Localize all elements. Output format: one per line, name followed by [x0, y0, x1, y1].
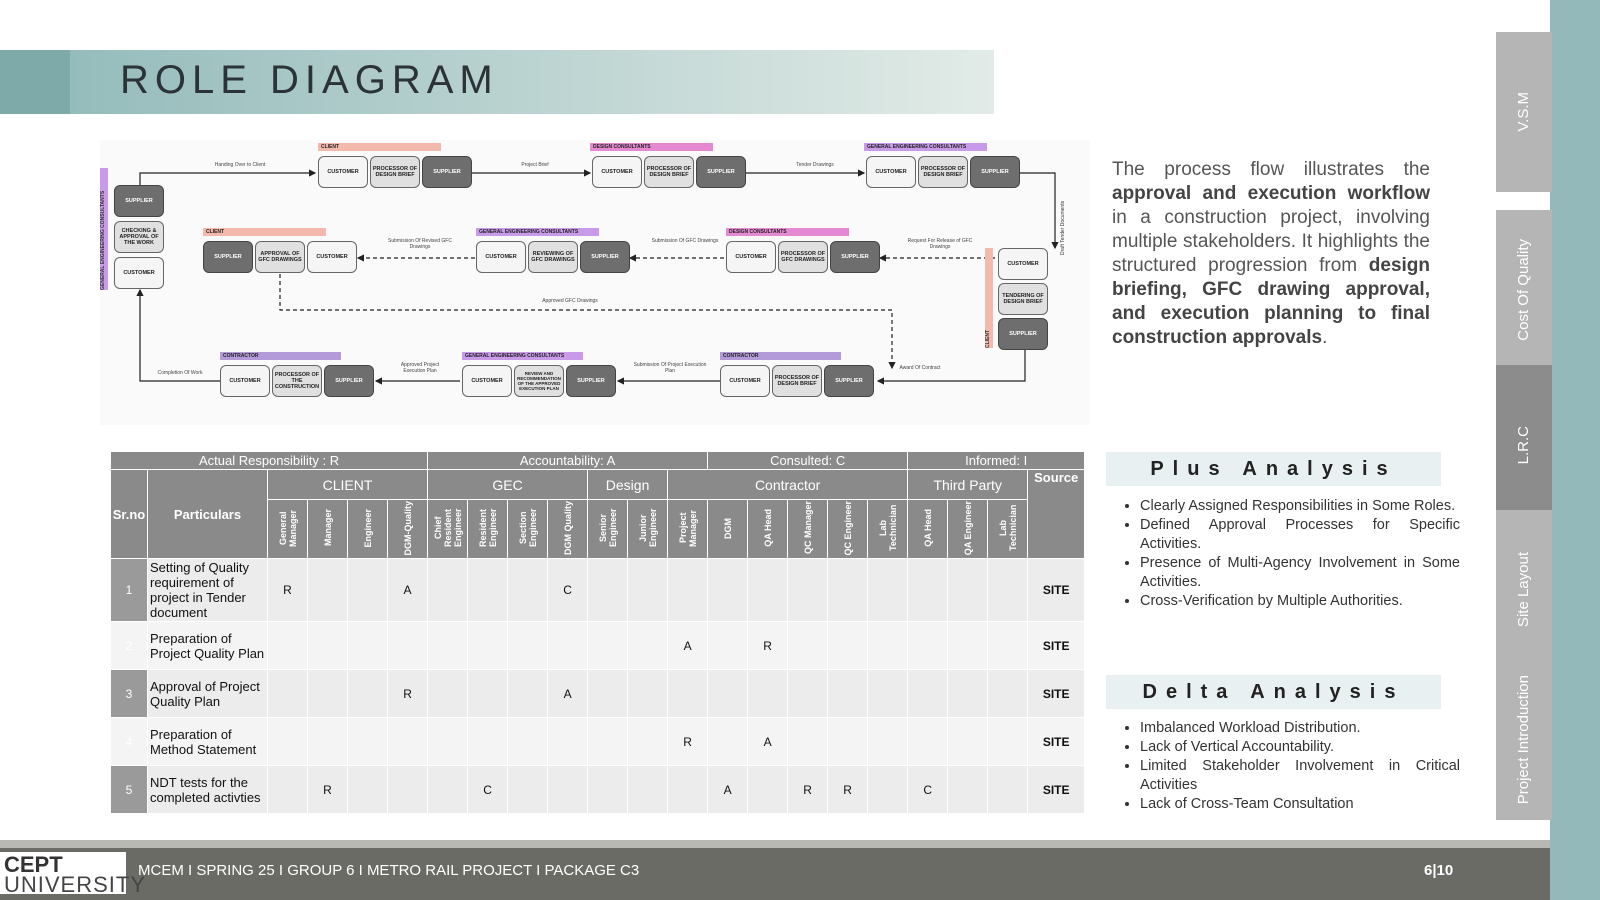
- raci-cell: [748, 559, 788, 622]
- raci-cell: [588, 718, 628, 766]
- raci-cell: [588, 622, 628, 670]
- tab-label: Cost Of Quality: [1515, 239, 1532, 341]
- legend-row: [111, 452, 1085, 470]
- tab-label: Site Layout: [1515, 552, 1532, 628]
- raci-cell: [588, 670, 628, 718]
- row-particular: Preparation of Method Statement: [148, 718, 268, 766]
- cept-logo: [0, 852, 147, 897]
- flow-label-r1-2: Project Brief: [521, 162, 549, 168]
- connector-left-to-client: [140, 173, 315, 185]
- role-header: DGM: [708, 500, 748, 559]
- raci-cell: [868, 718, 908, 766]
- raci-cell: [908, 559, 948, 622]
- node-r3-8: PROCESSOR OF DESIGN BRIEF: [772, 365, 822, 397]
- flow-label-approved: Approved GFC Drawings: [542, 298, 598, 304]
- flow-label-right: Draft Tender Documents: [1060, 200, 1066, 255]
- table-row: [111, 718, 1085, 766]
- flow-label-r2-2: Submission Of GFC Drawings: [651, 238, 719, 244]
- role-header: Section Engineer: [508, 500, 548, 559]
- raci-cell: [428, 766, 468, 814]
- node-r2-8: PROCESSOR OF GFC DRAWINGS: [778, 241, 828, 273]
- matrix-body: [111, 559, 1085, 814]
- role-diagram: [100, 140, 1090, 425]
- raci-cell: [708, 718, 748, 766]
- raci-cell: [508, 766, 548, 814]
- raci-cell: [308, 622, 348, 670]
- raci-cell: [788, 718, 828, 766]
- stage-label-contractor-1: CONTRACTOR: [220, 352, 341, 360]
- sr-header: Sr.no: [111, 470, 148, 559]
- raci-cell: [668, 766, 708, 814]
- legend-c: Consulted: C: [708, 452, 908, 470]
- list-item: • Presence of Multi-Agency Involvement in Some Activities.: [1140, 554, 1460, 592]
- node-r2-2: APPROVAL OF GFC DRAWINGS: [255, 241, 305, 273]
- row-number: 5: [111, 766, 148, 814]
- raci-cell: [748, 670, 788, 718]
- flow-label-r2-1: Submission Of Revised GFC Drawings: [388, 238, 452, 250]
- raci-cell: [628, 766, 668, 814]
- raci-cell: [348, 718, 388, 766]
- role-header: Chief Resident Engineer: [428, 500, 468, 559]
- raci-cell: [428, 718, 468, 766]
- raci-cell: [508, 559, 548, 622]
- node-right-3: SUPPLIER: [998, 318, 1048, 350]
- raci-cell: [628, 559, 668, 622]
- flow-label-r3-3: Submission Of Project Execution Plan: [633, 362, 707, 374]
- raci-cell: A: [748, 718, 788, 766]
- node-r3-5: REVIEW AND RECOMMENDATION OF THE APPROVED EXECUTION PLAN: [514, 365, 564, 397]
- stage-label-gec-3: GENERAL ENGINEERING CONSULTANTS: [462, 352, 583, 360]
- role-header: Resident Engineer: [468, 500, 508, 559]
- role-header: Senior Engineer: [588, 500, 628, 559]
- raci-cell: [588, 766, 628, 814]
- raci-cell: R: [388, 670, 428, 718]
- raci-matrix: [110, 451, 1085, 814]
- group-client: CLIENT: [268, 470, 428, 500]
- raci-cell: [468, 718, 508, 766]
- node-r3-1: CUSTOMER: [220, 365, 270, 397]
- role-header: Manager: [308, 500, 348, 559]
- vert-label-left-gec: GENERAL ENGINEERING CONSULTANTS: [100, 168, 108, 290]
- raci-cell: C: [468, 766, 508, 814]
- node-r1-8: PROCESSOR OF DESIGN BRIEF: [918, 156, 968, 188]
- legend-a: Accountability: A: [428, 452, 708, 470]
- raci-cell: [868, 670, 908, 718]
- stage-label-design-2: DESIGN CONSULTANTS: [726, 228, 849, 236]
- raci-cell: [948, 718, 988, 766]
- raci-cell: [948, 622, 988, 670]
- raci-cell: [428, 559, 468, 622]
- flow-label-r3-1: Completion Of Work: [157, 370, 203, 376]
- node-r1-6: SUPPLIER: [696, 156, 746, 188]
- node-r1-3: SUPPLIER: [422, 156, 472, 188]
- description-p1: The process flow illustrates the: [1112, 159, 1430, 180]
- raci-cell: [788, 559, 828, 622]
- list-item: • Clearly Assigned Responsibilities in Some Roles.: [1140, 497, 1460, 516]
- flow-label-r1-3: Tender Drawings: [796, 162, 834, 168]
- raci-cell: [388, 766, 428, 814]
- raci-cell: [628, 718, 668, 766]
- particulars-header: Particulars: [148, 470, 268, 559]
- row-particular: NDT tests for the completed activties: [148, 766, 268, 814]
- raci-cell: [868, 766, 908, 814]
- raci-cell: A: [548, 670, 588, 718]
- node-r3-3: SUPPLIER: [324, 365, 374, 397]
- role-header: Project Manager: [668, 500, 708, 559]
- legend-i: Informed: I: [908, 452, 1085, 470]
- list-item: • Lack of Cross-Team Consultation: [1140, 795, 1460, 814]
- node-r1-9: SUPPLIER: [970, 156, 1020, 188]
- raci-cell: [748, 766, 788, 814]
- raci-cell: [588, 559, 628, 622]
- stage-label-contractor-2: CONTRACTOR: [720, 352, 841, 360]
- node-r3-2: PROCESSOR OF THE CONSTRUCTION: [272, 365, 322, 397]
- description-p2: in a construction project, involving multiple stakeholders. It highlights the structured progression from: [1112, 207, 1430, 276]
- raci-cell: C: [908, 766, 948, 814]
- node-r1-5: PROCESSOR OF DESIGN BRIEF: [644, 156, 694, 188]
- raci-cell: [788, 622, 828, 670]
- stage-label-gec-1: GENERAL ENGINEERING CONSULTANTS: [864, 143, 987, 151]
- source-header: Source: [1028, 470, 1085, 559]
- node-r2-7: CUSTOMER: [726, 241, 776, 273]
- node-r2-5: REVIEWING OF GFC DRAWINGS: [528, 241, 578, 273]
- raci-cell: [828, 670, 868, 718]
- raci-cell: [348, 766, 388, 814]
- raci-cell: [948, 670, 988, 718]
- list-item: • Limited Stakeholder Involvement in Critical Activities: [1140, 757, 1460, 795]
- stage-label-gec-2: GENERAL ENGINEERING CONSULTANTS: [476, 228, 599, 236]
- raci-cell: [428, 670, 468, 718]
- group-gec: GEC: [428, 470, 588, 500]
- raci-cell: [908, 622, 948, 670]
- raci-cell: [308, 718, 348, 766]
- role-header: QA Head: [748, 500, 788, 559]
- row-number: 4: [111, 718, 148, 766]
- raci-cell: R: [668, 718, 708, 766]
- table-row: [111, 622, 1085, 670]
- row-particular: Preparation of Project Quality Plan: [148, 622, 268, 670]
- group-contractor: Contractor: [668, 470, 908, 500]
- row-source: SITE: [1028, 766, 1085, 814]
- role-header: DGM-Quality: [388, 500, 428, 559]
- raci-cell: [428, 622, 468, 670]
- node-r2-1: SUPPLIER: [203, 241, 253, 273]
- flow-label-r3-4: Award Of Contract: [899, 365, 941, 371]
- raci-cell: C: [548, 559, 588, 622]
- node-right-1: CUSTOMER: [998, 248, 1048, 280]
- table-row: [111, 670, 1085, 718]
- raci-cell: [988, 718, 1028, 766]
- raci-cell: [468, 670, 508, 718]
- raci-cell: [628, 622, 668, 670]
- node-r1-7: CUSTOMER: [866, 156, 916, 188]
- tab-label: Project Introduction: [1515, 675, 1532, 805]
- raci-cell: [388, 622, 428, 670]
- role-header: QA Engineer: [948, 500, 988, 559]
- raci-cell: [948, 559, 988, 622]
- role-header: DGM Quality: [548, 500, 588, 559]
- role-header: General Manager: [268, 500, 308, 559]
- title-band: [0, 50, 994, 114]
- role-header: Lab Technician: [988, 500, 1028, 559]
- raci-cell: [628, 670, 668, 718]
- footer-text: MCEM I SPRING 25 I GROUP 6 I METRO RAIL PROJECT I PACKAGE C3: [138, 862, 640, 879]
- row-source: SITE: [1028, 718, 1085, 766]
- node-right-2: TENDERING OF DESIGN BRIEF: [998, 283, 1048, 315]
- flow-label-r1-1: Handing Over to Client: [214, 162, 266, 168]
- group-third-party: Third Party: [908, 470, 1028, 500]
- row-particular: Setting of Quality requirement of project in Tender document: [148, 559, 268, 622]
- role-header: Engineer: [348, 500, 388, 559]
- raci-cell: [788, 670, 828, 718]
- raci-cell: [668, 559, 708, 622]
- raci-cell: R: [268, 559, 308, 622]
- description-b2: design briefing, GFC drawing approval, and execution planning to final construction approvals: [1112, 255, 1430, 348]
- tab-label: L.R.C: [1515, 425, 1532, 465]
- raci-cell: [548, 766, 588, 814]
- raci-cell: [868, 559, 908, 622]
- tab-lrc[interactable]: [1496, 365, 1552, 525]
- flow-label-r2-3: Request For Release of GFC Drawings: [907, 238, 973, 250]
- raci-cell: [828, 622, 868, 670]
- tab-project-introduction[interactable]: [1496, 660, 1552, 820]
- title-accent: [0, 50, 70, 114]
- raci-cell: A: [388, 559, 428, 622]
- raci-cell: [708, 559, 748, 622]
- stage-label-client-1: CLIENT: [318, 143, 441, 151]
- raci-cell: [348, 622, 388, 670]
- raci-cell: [708, 622, 748, 670]
- table-row: [111, 559, 1085, 622]
- raci-cell: [548, 622, 588, 670]
- raci-cell: [268, 718, 308, 766]
- raci-cell: A: [668, 622, 708, 670]
- raci-cell: [508, 622, 548, 670]
- node-r3-7: CUSTOMER: [720, 365, 770, 397]
- node-r2-9: SUPPLIER: [830, 241, 880, 273]
- stage-label-client-2: CLIENT: [203, 228, 326, 236]
- node-r3-9: SUPPLIER: [824, 365, 874, 397]
- raci-cell: [668, 670, 708, 718]
- connector-to-left: [140, 290, 220, 381]
- raci-cell: R: [308, 766, 348, 814]
- raci-cell: [988, 670, 1028, 718]
- raci-cell: [308, 670, 348, 718]
- list-item: • Defined Approval Processes for Specific Activities.: [1140, 516, 1460, 554]
- logo-bottom: UNIVERSITY: [4, 872, 147, 897]
- row-source: SITE: [1028, 622, 1085, 670]
- raci-cell: A: [708, 766, 748, 814]
- footer-stripe: [0, 840, 1550, 848]
- role-header: Junior Engineer: [628, 500, 668, 559]
- node-r3-6: SUPPLIER: [566, 365, 616, 397]
- raci-cell: [508, 718, 548, 766]
- raci-cell: [988, 559, 1028, 622]
- description-b1: approval and execution workflow: [1112, 183, 1430, 204]
- node-left-2: CHECKING & APPROVAL OF THE WORK: [114, 221, 164, 253]
- row-number: 3: [111, 670, 148, 718]
- group-row: [111, 470, 1085, 500]
- legend-r: Actual Responsibility : R: [111, 452, 428, 470]
- raci-cell: [468, 559, 508, 622]
- flow-label-r3-2: Approved Project Execution Plan: [400, 362, 440, 374]
- role-header: Lab Technician: [868, 500, 908, 559]
- node-r1-4: CUSTOMER: [592, 156, 642, 188]
- raci-cell: [908, 718, 948, 766]
- node-r3-4: CUSTOMER: [462, 365, 512, 397]
- delta-analysis-header: Delta Analysis: [1106, 675, 1441, 709]
- delta-analysis-list: [1110, 719, 1460, 814]
- plus-analysis-list: [1110, 497, 1460, 611]
- list-item: • Lack of Vertical Accountability.: [1140, 738, 1460, 757]
- raci-cell: [348, 559, 388, 622]
- tab-label: V.S.M: [1515, 92, 1532, 132]
- row-source: SITE: [1028, 559, 1085, 622]
- raci-cell: [308, 559, 348, 622]
- node-left-3: CUSTOMER: [114, 257, 164, 289]
- node-r1-1: CUSTOMER: [318, 156, 368, 188]
- raci-cell: [548, 718, 588, 766]
- node-r2-3: CUSTOMER: [307, 241, 357, 273]
- raci-cell: [868, 622, 908, 670]
- page-number: 6|10: [1424, 862, 1454, 879]
- raci-cell: [268, 622, 308, 670]
- raci-cell: [348, 670, 388, 718]
- raci-cell: [828, 559, 868, 622]
- node-r2-6: SUPPLIER: [580, 241, 630, 273]
- tab-cost-of-quality[interactable]: [1496, 210, 1552, 370]
- raci-cell: [468, 622, 508, 670]
- description-p3: .: [1322, 327, 1328, 348]
- tab-vsm[interactable]: [1496, 32, 1552, 192]
- row-particular: Approval of Project Quality Plan: [148, 670, 268, 718]
- raci-cell: [948, 766, 988, 814]
- logo-top: CEPT: [4, 852, 63, 877]
- node-left-1: SUPPLIER: [114, 185, 164, 217]
- description: [1112, 158, 1430, 350]
- list-item: • Imbalanced Workload Distribution.: [1140, 719, 1460, 738]
- raci-cell: [908, 670, 948, 718]
- row-number: 2: [111, 622, 148, 670]
- raci-cell: R: [748, 622, 788, 670]
- raci-cell: [988, 622, 1028, 670]
- vert-label-right-client: CLIENT: [985, 248, 993, 348]
- node-r1-2: PROCESSOR OF DESIGN BRIEF: [370, 156, 420, 188]
- plus-analysis-header: Plus Analysis: [1106, 452, 1441, 486]
- role-header: QA Head: [908, 500, 948, 559]
- page-title: ROLE DIAGRAM: [120, 58, 499, 102]
- raci-cell: [268, 766, 308, 814]
- node-r2-4: CUSTOMER: [476, 241, 526, 273]
- raci-cell: R: [788, 766, 828, 814]
- table-row: [111, 766, 1085, 814]
- raci-cell: R: [828, 766, 868, 814]
- right-nav-panel: [1550, 0, 1600, 900]
- raci-cell: [388, 718, 428, 766]
- list-item: • Cross-Verification by Multiple Authorities.: [1140, 592, 1460, 611]
- role-header: QC Manager: [788, 500, 828, 559]
- raci-cell: [508, 670, 548, 718]
- raci-cell: [708, 670, 748, 718]
- raci-cell: [828, 718, 868, 766]
- row-number: 1: [111, 559, 148, 622]
- raci-cell: [268, 670, 308, 718]
- row-source: SITE: [1028, 670, 1085, 718]
- connector-gec-to-right: [1020, 173, 1055, 248]
- role-header: QC Engineer: [828, 500, 868, 559]
- stage-label-design-1: DESIGN CONSULTANTS: [590, 143, 713, 151]
- group-design: Design: [588, 470, 668, 500]
- raci-cell: [988, 766, 1028, 814]
- tab-site-layout[interactable]: [1496, 510, 1552, 670]
